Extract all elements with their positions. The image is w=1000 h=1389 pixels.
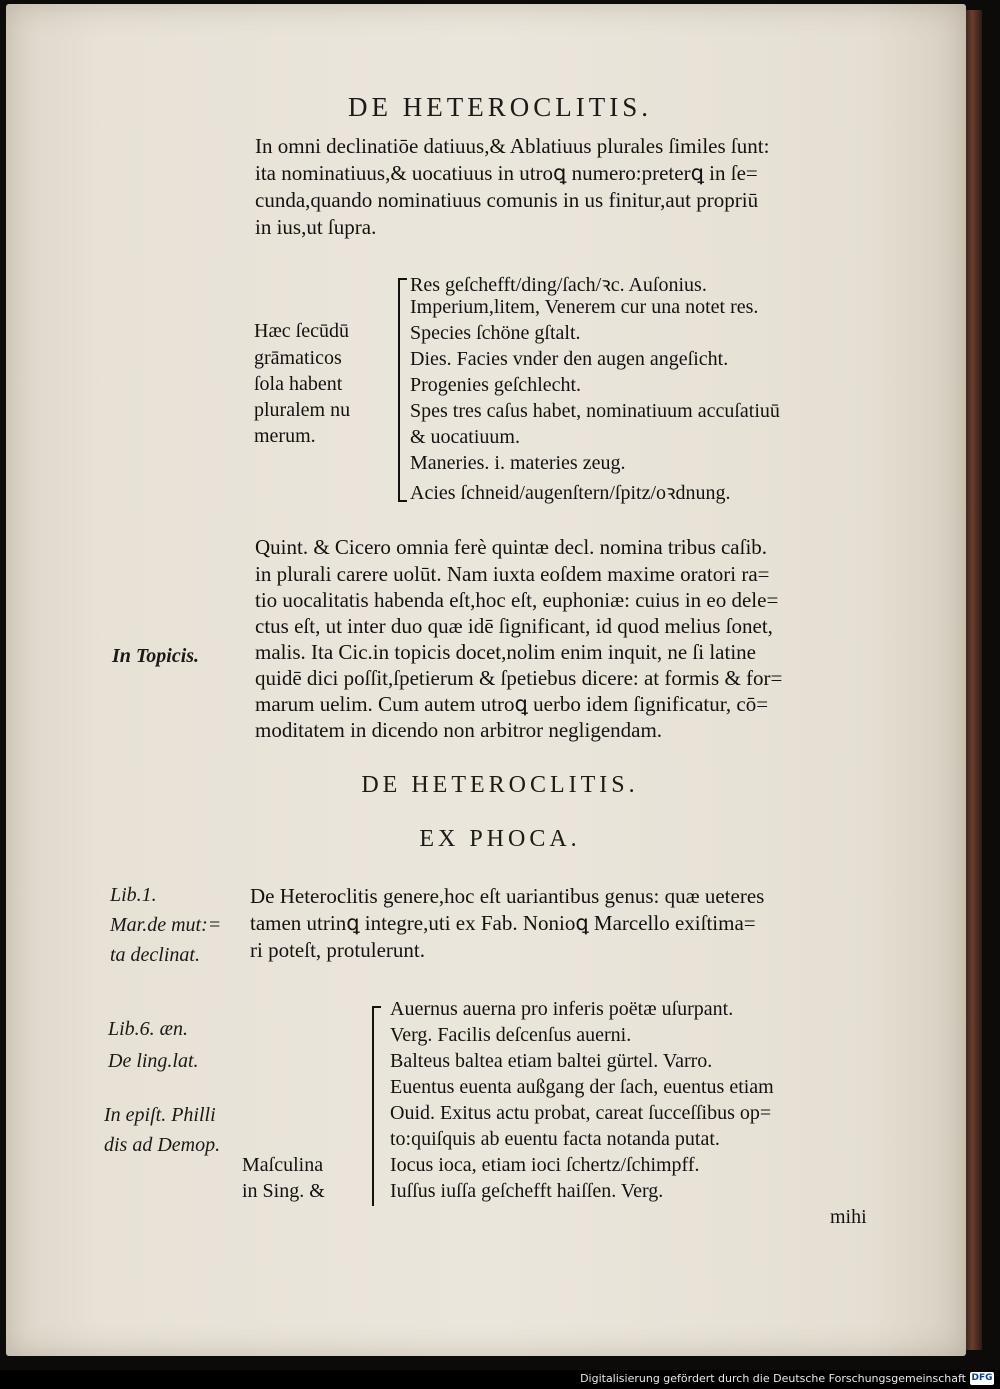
margin-note: Mar.de mut:= — [110, 914, 222, 936]
brace-bracket-top — [372, 1006, 381, 1008]
dfg-logo-icon: DFG — [971, 1373, 993, 1383]
list-item: & uocatiuum. — [410, 426, 520, 448]
side-note: ſola habent — [254, 373, 343, 395]
paragraph-line: quidē dici poſſit,ſpetierum & ſpetiebus dicere: at formis & for= — [255, 666, 783, 690]
paragraph-line: cunda,quando nominatiuus comunis in us finitur,aut propriū — [255, 188, 759, 212]
paragraph-line: tamen utrinꝗ integre,uti ex Fab. Nonioꝗ Marcello exiſtima= — [250, 911, 756, 935]
paragraph-line: tio uocalitatis habenda eſt,hoc eſt, euphoniæ: cuius in eo dele= — [255, 588, 779, 612]
list-item: Maneries. i. materies zeug. — [410, 452, 626, 474]
brace-bracket — [398, 278, 400, 502]
side-note: Maſculina — [242, 1154, 324, 1176]
side-note: in Sing. & — [242, 1180, 325, 1202]
margin-note: Lib.1. — [110, 884, 157, 906]
brace-bracket — [372, 1006, 374, 1206]
paragraph-line: De Heteroclitis genere,hoc eſt uariantibus genus: quæ ueteres — [250, 884, 765, 908]
book-spine-edge — [966, 10, 982, 1350]
side-note: grāmaticos — [254, 347, 342, 369]
list-item: to:quiſquis ab euentu facta notanda putat. — [390, 1128, 720, 1150]
margin-note: Lib.6. æn. — [108, 1018, 189, 1040]
list-item: Verg. Facilis deſcenſus auerni. — [390, 1024, 632, 1046]
list-item: Auernus auerna pro inferis poëtæ uſurpant. — [390, 998, 734, 1020]
paragraph-line: marum uelim. Cum autem utroꝗ uerbo idem ſignificatur, cō= — [255, 692, 769, 716]
paragraph-line: In omni declinatiōe datiuus,& Ablatiuus plurales ſimiles ſunt: — [255, 134, 770, 158]
list-item: Imperium,litem, Venerem cur una notet res. — [410, 296, 759, 318]
paragraph-line: malis. Ita Cic.in topicis docet,nolim enim inquit, ne ſi latine — [255, 640, 756, 664]
list-item: Balteus baltea etiam baltei gürtel. Varro. — [390, 1050, 713, 1072]
list-item: Res geſchefft/ding/ſach/ꝛc. Auſonius. — [410, 274, 707, 296]
margin-note: dis ad Demop. — [104, 1134, 221, 1156]
side-note: Hæc ſecūdū — [254, 320, 349, 342]
paragraph-line: ri poteſt, protulerunt. — [250, 938, 425, 962]
margin-note: In epiſt. Philli — [104, 1104, 216, 1126]
list-item: Iuſſus iuſſa geſchefft haiſſen. Verg. — [390, 1180, 664, 1202]
list-item: Progenies geſchlecht. — [410, 374, 582, 396]
list-item: Acies ſchneid/augenſtern/ſpitz/oꝛdnung. — [410, 482, 731, 504]
paragraph-line: Quint. & Cicero omnia ferè quintæ decl. nomina tribus caſib. — [255, 535, 768, 559]
margin-note: De ling.lat. — [108, 1050, 199, 1072]
catchword: mihi — [830, 1206, 867, 1228]
paragraph-line: moditatem in dicendo non arbitror negligendam. — [255, 718, 663, 742]
paragraph-line: ita nominatiuus,& uocatiuus in utroꝗ numero:preterꝗ in ſe= — [255, 161, 758, 185]
list-item: Spes tres caſus habet, nominatiuum accuſatiuū — [410, 400, 780, 422]
side-note: pluralem nu — [254, 399, 351, 421]
list-item: Dies. Facies vnder den augen angeſicht. — [410, 348, 729, 370]
list-item: Species ſchöne gſtalt. — [410, 322, 581, 344]
list-item: Euentus euenta außgang der ſach, euentus etiam — [390, 1076, 774, 1098]
margin-note: In Topicis. — [112, 645, 200, 667]
side-note: merum. — [254, 425, 316, 447]
brace-bracket-bottom — [398, 500, 407, 502]
section-subheading: EX PHOCA. — [419, 826, 581, 852]
list-item: Ouid. Exitus actu probat, careat ſucceſſibus op= — [390, 1102, 772, 1124]
paragraph-line: in ius,ut ſupra. — [255, 215, 377, 239]
paragraph-line: in plurali carere uolūt. Nam iuxta eoſdem maxime oratori ra= — [255, 562, 770, 586]
paragraph-line: ctus eſt, ut inter duo quæ idē ſignificant, id quod melius ſonet, — [255, 614, 773, 638]
list-item: Iocus ioca, etiam ioci ſchertz/ſchimpff. — [390, 1154, 700, 1176]
section-heading: DE HETEROCLITIS. — [361, 772, 639, 798]
brace-bracket-top — [398, 278, 407, 280]
page-heading: DE HETEROCLITIS. — [348, 92, 652, 122]
footer-credit: Digitalisierung gefördert durch die Deutsche Forschungsgemeinschaft — [580, 1372, 966, 1385]
margin-note: ta declinat. — [110, 944, 200, 966]
